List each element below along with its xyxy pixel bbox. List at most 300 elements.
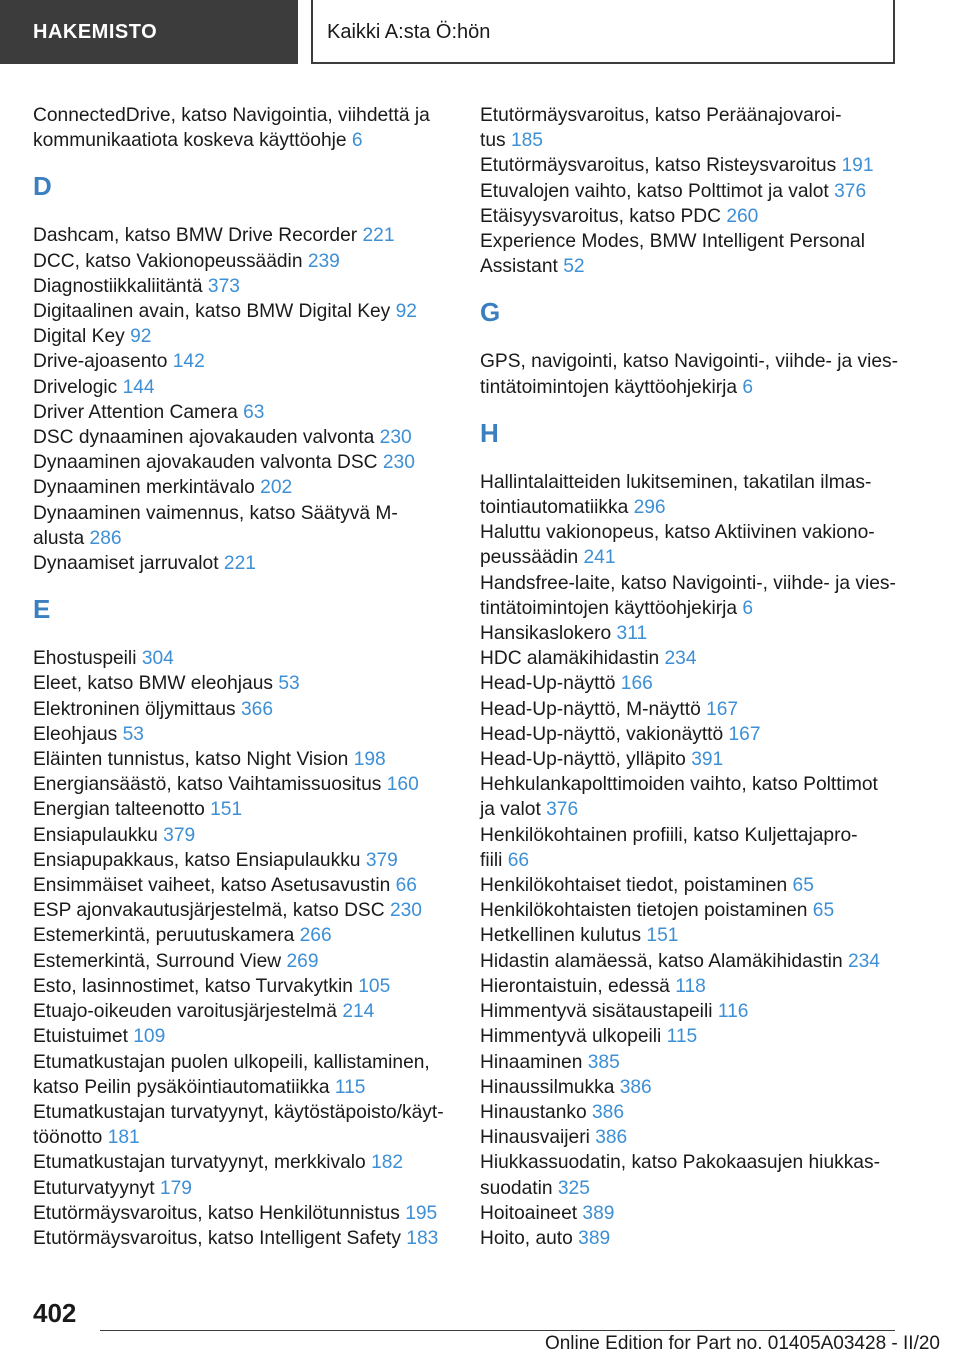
index-entry-text [480,823,900,848]
index-entry-label: Etuturvatyynyt [33,1177,155,1199]
index-entry-text [33,1176,453,1201]
index-entry-text [480,545,900,570]
page-number: 402 [33,1298,77,1328]
index-entry-text [480,571,900,596]
index-entry-label: Dynaaminen vaimennus, katso Säätyvä M- [33,502,398,524]
index-entry [33,923,453,948]
index-entry-label: Estemerkintä, peruutuskamera [33,925,295,947]
index-entry-text [480,974,900,999]
index-entry-text [33,873,453,898]
index-entry-text [480,621,900,646]
index-entry-text [480,1226,900,1251]
page-reference-link[interactable]: 182 [371,1152,404,1174]
index-entry [480,772,900,822]
index-entry-label: Himmentyvä sisätaustapeili [480,1001,713,1023]
index-entry-text [480,1150,900,1175]
page-reference-link[interactable]: 266 [299,925,332,947]
index-column-left [33,103,453,1251]
page-reference-link[interactable]: 151 [210,799,243,821]
index-entry-text [33,898,453,923]
index-entry [33,450,453,475]
index-entry-text [480,128,900,153]
index-entry-label: Hoito, auto [480,1227,573,1249]
index-entry-label: Ehostuspeili [33,648,137,670]
index-entry-label: Ensiapupakkaus, katso Ensiapulaukku [33,849,361,871]
index-entry [33,848,453,873]
index-entry [480,1150,900,1200]
index-entry [33,949,453,974]
page-header-title: Kaikki A:sta Ö:hön [311,0,895,64]
index-entry-text [480,254,900,279]
index-entry-label: Etutörmäysvaroitus, katso Henkilötunnistus [33,1202,400,1224]
index-entry-text [480,204,900,229]
index-entry-label: Drivelogic [33,376,118,398]
page-reference-link[interactable]: 234 [847,950,880,972]
index-entry [480,974,900,999]
page-reference-link[interactable]: 63 [243,401,265,423]
index-entry-text [33,1100,453,1125]
index-entry [33,103,453,153]
index-entry [480,1125,900,1150]
page-reference-link[interactable]: 304 [141,648,174,670]
index-letter-heading: E [33,594,51,625]
index-entry-text [480,848,900,873]
page-reference-link[interactable]: 195 [405,1202,438,1224]
index-entry-text [33,646,453,671]
index-entry [480,349,900,399]
index-entry [480,470,900,520]
index-entry-label: tointiautomatiikka [480,497,629,519]
index-entry-text [33,1024,453,1049]
index-entry-label: Hinausvaijeri [480,1127,590,1149]
index-entry [33,722,453,747]
page-reference-link[interactable]: 385 [587,1051,620,1073]
index-entry [33,823,453,848]
index-entry [33,299,453,324]
index-entry-label: Dynaamiset jarruvalot [33,553,219,575]
index-entry-label: Etutörmäysvaroitus, katso Peräänajovaroi- [480,105,842,126]
index-entry-label: GPS, navigointi, katso Navigointi-, viihde- ja vies- [480,351,899,373]
index-entry-label: ESP ajonvakautusjärjestelmä, katso DSC [33,900,385,922]
index-entry [33,1176,453,1201]
index-entry-label: Energian talteenotto [33,799,205,821]
index-entry-label: Ensiapulaukku [33,824,158,846]
page-reference-link[interactable]: 230 [389,900,422,922]
index-entry-text [33,103,453,128]
index-entry-label: ja valot [480,799,541,821]
page-reference-link[interactable]: 221 [362,225,395,247]
index-entry-text [480,1100,900,1125]
index-entry-text [33,249,453,274]
page-reference-link[interactable]: 391 [691,749,724,771]
index-entry [480,898,900,923]
index-entry-text [480,1176,900,1201]
index-entry [33,671,453,696]
index-entry-label: Eleet, katso BMW eleohjaus [33,673,273,695]
index-entry-label: Esto, lasinnostimet, katso Turvakytkin [33,975,353,997]
index-entry-label: Drive-ajoasento [33,351,168,373]
index-entry-text [480,923,900,948]
index-entry-label: ConnectedDrive, katso Navigointia, viihdettä ja [33,105,430,126]
index-entry-text [33,772,453,797]
index-entry-text [33,722,453,747]
index-entry-text [480,520,900,545]
page-reference-link[interactable]: 144 [122,376,155,398]
index-entry-text [33,974,453,999]
index-entry-label: Head-Up-näyttö, M-näyttö [480,698,701,720]
index-entry [33,898,453,923]
page-reference-link[interactable]: 296 [633,497,666,519]
index-entry-label: Dynaaminen merkintävalo [33,477,255,499]
index-entry-label: Hiukkassuodatin, katso Pakokaasujen hiukkas- [480,1152,880,1174]
index-entry [33,1100,453,1150]
index-entry-label: Ensimmäiset vaiheet, katso Asetusavustin [33,875,391,897]
index-entry-text [33,400,453,425]
page-reference-link[interactable]: 269 [286,950,319,972]
page-reference-link[interactable]: 389 [578,1227,611,1249]
index-entry [33,772,453,797]
page-reference-link[interactable]: 379 [365,849,398,871]
index-entry-label: Hinaustanko [480,1101,587,1123]
index-column-right [480,103,900,1251]
index-entry-label: peussäädin [480,547,579,569]
index-entry [480,1100,900,1125]
index-entry-label: tintätoimintojen käyttöohjekirja [480,376,738,398]
index-entry [33,1024,453,1049]
index-entry-label: Diagnostiikkaliitäntä [33,275,203,297]
index-entry-text [33,747,453,772]
page-reference-link[interactable]: 234 [664,648,697,670]
index-entry-label: Hierontaistuin, edessä [480,975,670,997]
index-entry-label: Experience Modes, BMW Intelligent Personal [480,231,865,253]
section-tab: HAKEMISTO [0,0,298,64]
page-reference-link[interactable]: 166 [620,673,653,695]
index-entry-text [33,299,453,324]
index-entry-text [480,722,900,747]
index-entry-label: Etutörmäysvaroitus, katso Risteysvaroitus [480,155,837,177]
index-entry [33,1226,453,1251]
page-reference-link[interactable]: 167 [706,698,739,720]
index-entry-text [480,1075,900,1100]
page-reference-link[interactable]: 185 [510,130,543,152]
index-entry [33,223,453,248]
page-reference-link[interactable]: 386 [619,1076,652,1098]
index-entry-text [480,873,900,898]
index-entry-label: Hidastin alamäessä, katso Alamäkihidastin [480,950,843,972]
index-entry-label: Driver Attention Camera [33,401,238,423]
index-entry [480,923,900,948]
index-entry-text [33,923,453,948]
page-reference-link[interactable]: 389 [582,1202,615,1224]
index-entry-label: Etäisyysvaroitus, katso PDC [480,205,721,227]
index-entry-text [480,103,900,128]
page-reference-link[interactable]: 376 [834,180,867,202]
index-entry-text [480,1125,900,1150]
index-entry-label: Hallintalaitteiden lukitseminen, takatilan ilmas- [480,471,872,493]
index-entry [480,520,900,570]
index-entry-label: Henkilökohtaisten tietojen poistaminen [480,900,808,922]
index-entry-label: Etuistuimet [33,1026,128,1048]
footer-divider [100,1330,895,1331]
page-reference-link[interactable]: 6 [742,597,754,619]
index-entry [33,400,453,425]
index-entry-text [480,1024,900,1049]
index-entry-text [33,949,453,974]
page-reference-link[interactable]: 92 [130,326,152,348]
page-reference-link[interactable]: 260 [726,205,759,227]
index-entry-label: töönotto [33,1127,103,1149]
index-entry [480,1024,900,1049]
index-entry-label: Assistant [480,256,558,278]
index-entry-text [480,898,900,923]
index-entry-label: Dynaaminen ajovakauden valvonta DSC [33,452,378,474]
index-entry-label: Estemerkintä, Surround View [33,950,282,972]
page-reference-link[interactable]: 52 [563,256,585,278]
index-entry [33,1201,453,1226]
index-entry-text [33,324,453,349]
page-reference-link[interactable]: 202 [260,477,293,499]
index-entry [33,551,453,576]
page-reference-link[interactable]: 105 [358,975,391,997]
index-entry [33,1150,453,1175]
index-entry [33,974,453,999]
page-reference-link[interactable]: 109 [133,1026,166,1048]
index-entry-text [480,797,900,822]
index-entry [33,873,453,898]
index-entry-text [33,1201,453,1226]
index-entry-label: fiili [480,849,503,871]
index-entry-label: tus [480,130,506,152]
index-entry [480,646,900,671]
index-entry-label: Etuvalojen vaihto, katso Polttimot ja valot [480,180,829,202]
index-entry [33,646,453,671]
index-entry-label: Dashcam, katso BMW Drive Recorder [33,225,358,247]
page-reference-link[interactable]: 325 [557,1177,590,1199]
index-entry-text [480,596,900,621]
index-entry-text [480,671,900,696]
index-entry-text [33,671,453,696]
index-entry [480,1226,900,1251]
index-entry [480,747,900,772]
page-reference-link[interactable]: 183 [406,1227,439,1249]
index-entry-text [480,495,900,520]
footer-edition: Online Edition for Part no. 01405A03428 - II/20 [544,1333,940,1354]
index-entry-text [33,450,453,475]
index-entry-text [480,153,900,178]
index-entry-text [33,1150,453,1175]
index-entry-label: kommunikaatiota koskeva käyttöohje [33,130,347,152]
page-reference-link[interactable]: 160 [386,774,419,796]
index-entry-text [33,501,453,526]
index-entry-label: Handsfree-laite, katso Navigointi-, viihde- ja vies- [480,572,896,594]
index-entry [33,375,453,400]
index-entry-label: Eläinten tunnistus, katso Night Vision [33,749,349,771]
index-entry [33,249,453,274]
index-entry-text [480,1050,900,1075]
page-reference-link[interactable]: 239 [307,250,340,272]
index-entry [33,349,453,374]
page-reference-link[interactable]: 65 [812,900,835,922]
index-entry [480,873,900,898]
index-entry-label: Hetkellinen kulutus [480,925,642,947]
index-entry [480,179,900,204]
index-entry-text [33,375,453,400]
index-entry-text [480,999,900,1024]
index-entry-label: Eleohjaus [33,723,118,745]
index-entry-text [33,1125,453,1150]
index-entry-label: Digital Key [33,326,125,348]
index-entry-text [33,475,453,500]
page-reference-link[interactable]: 241 [583,547,616,569]
index-entry-label: Hinaussilmukka [480,1076,615,1098]
index-entry-text [33,425,453,450]
index-entry-text [33,1075,453,1100]
page-reference-link[interactable]: 286 [89,527,122,549]
index-entry-text [480,697,900,722]
index-entry-label: Digitaalinen avain, katso BMW Digital Key [33,301,391,323]
index-entry-text [33,823,453,848]
index-entry-label: Etuajo-oikeuden varoitusjärjestelmä [33,1001,337,1023]
index-entry-label: Haluttu vakionopeus, katso Aktiivinen vakiono- [480,522,875,544]
index-entry [33,797,453,822]
index-entry-text [33,848,453,873]
index-entry-label: Hehkulankapolttimoiden vaihto, katso Polttimot [480,774,878,796]
index-entry [480,229,900,279]
index-entry-text [480,747,900,772]
index-entry-text [480,229,900,254]
index-entry-label: Head-Up-näyttö, vakionäyttö [480,723,724,745]
index-entry-label: DSC dynaaminen ajovakauden valvonta [33,427,375,449]
index-entry-text [33,128,453,153]
index-entry-text [33,697,453,722]
index-entry-text [480,1201,900,1226]
page-reference-link[interactable]: 116 [717,1001,749,1023]
index-entry [480,671,900,696]
index-entry [480,621,900,646]
page-reference-link[interactable]: 115 [334,1076,366,1098]
page-reference-link[interactable]: 151 [646,925,679,947]
page-reference-link[interactable]: 230 [382,452,415,474]
page-reference-link[interactable]: 373 [207,275,240,297]
page-reference-link[interactable]: 214 [342,1001,375,1023]
page-reference-link[interactable]: 386 [595,1127,628,1149]
page-reference-link[interactable]: 6 [351,130,363,152]
index-entry [33,747,453,772]
index-letter-heading: H [480,417,499,448]
page-reference-link[interactable]: 65 [792,875,814,897]
index-entry [33,324,453,349]
index-entry [480,823,900,873]
index-entry-text [33,1226,453,1251]
index-entry-text [480,772,900,797]
index-entry-text [33,223,453,248]
index-entry-label: Hinaaminen [480,1051,583,1073]
index-entry [480,103,900,153]
page-reference-link[interactable]: 230 [379,427,412,449]
index-entry [33,425,453,450]
index-entry [480,697,900,722]
index-entry-label: Himmentyvä ulkopeili [480,1026,662,1048]
index-entry-label: Etutörmäysvaroitus, katso Intelligent Safety [33,1227,401,1249]
page-reference-link[interactable]: 376 [546,799,579,821]
page-reference-link[interactable]: 366 [240,698,273,720]
index-entry-label: suodatin [480,1177,553,1199]
index-entry-label: Head-Up-näyttö [480,673,616,695]
index-entry [480,1050,900,1075]
index-entry-text [480,179,900,204]
page-reference-link[interactable]: 311 [616,623,648,645]
page-reference-link[interactable]: 221 [223,553,256,575]
index-entry-label: Henkilökohtaiset tiedot, poistaminen [480,875,788,897]
page-reference-link[interactable]: 181 [107,1127,140,1149]
page-reference-link[interactable]: 379 [163,824,196,846]
index-entry-label: Energiansäästö, katso Vaihtamissuositus [33,774,382,796]
index-entry [480,153,900,178]
page-reference-link[interactable]: 92 [395,301,417,323]
index-entry-label: katso Peilin pysäköintiautomatiikka [33,1076,330,1098]
index-entry-text [480,375,900,400]
index-entry-label: Hoitoaineet [480,1202,578,1224]
index-entry [33,501,453,551]
index-entry-text [33,274,453,299]
page-reference-link[interactable]: 66 [507,849,530,871]
index-letter-heading: D [33,171,52,202]
page-reference-link[interactable]: 53 [278,673,300,695]
index-entry-label: Etumatkustajan turvatyynyt, merkkivalo [33,1152,366,1174]
index-entry [480,949,900,974]
page-reference-link[interactable]: 142 [172,351,205,373]
page-reference-link[interactable]: 118 [675,975,706,997]
page-reference-link[interactable]: 66 [395,875,417,897]
index-entry [33,697,453,722]
index-entry-label: HDC alamäkihidastin [480,648,660,670]
page-reference-link[interactable]: 198 [353,749,386,771]
index-entry [480,722,900,747]
index-entry-label: Head-Up-näyttö, ylläpito [480,749,686,771]
index-entry-label: Elektroninen öljymittaus [33,698,236,720]
page-reference-link[interactable]: 6 [742,376,754,398]
index-entry [33,999,453,1024]
page-reference-link[interactable]: 191 [841,155,874,177]
index-entry-label: alusta [33,527,85,549]
page-reference-link[interactable]: 115 [666,1026,698,1048]
page-reference-link[interactable]: 179 [159,1177,192,1199]
page-reference-link[interactable]: 386 [592,1101,625,1123]
index-entry-label: Hansikaslokero [480,623,612,645]
index-entry-text [33,551,453,576]
index-entry [33,274,453,299]
index-entry-label: Henkilökohtainen profiili, katso Kuljettajapro- [480,824,858,846]
index-entry-text [33,1050,453,1075]
index-entry-text [480,949,900,974]
index-entry-text [33,526,453,551]
index-entry-text [33,797,453,822]
index-entry-label: DCC, katso Vakionopeussäädin [33,250,303,272]
index-entry-text [480,646,900,671]
index-entry [480,999,900,1024]
index-entry [480,1201,900,1226]
index-entry [480,204,900,229]
index-entry [33,1050,453,1100]
page-reference-link[interactable]: 167 [728,723,761,745]
index-entry-label: Etumatkustajan puolen ulkopeili, kallistaminen, [33,1051,430,1073]
index-entry-text [480,349,900,374]
index-entry [480,571,900,621]
index-entry-label: tintätoimintojen käyttöohjekirja [480,597,738,619]
index-letter-heading: G [480,297,501,328]
page-reference-link[interactable]: 53 [122,723,144,745]
index-entry [480,1075,900,1100]
